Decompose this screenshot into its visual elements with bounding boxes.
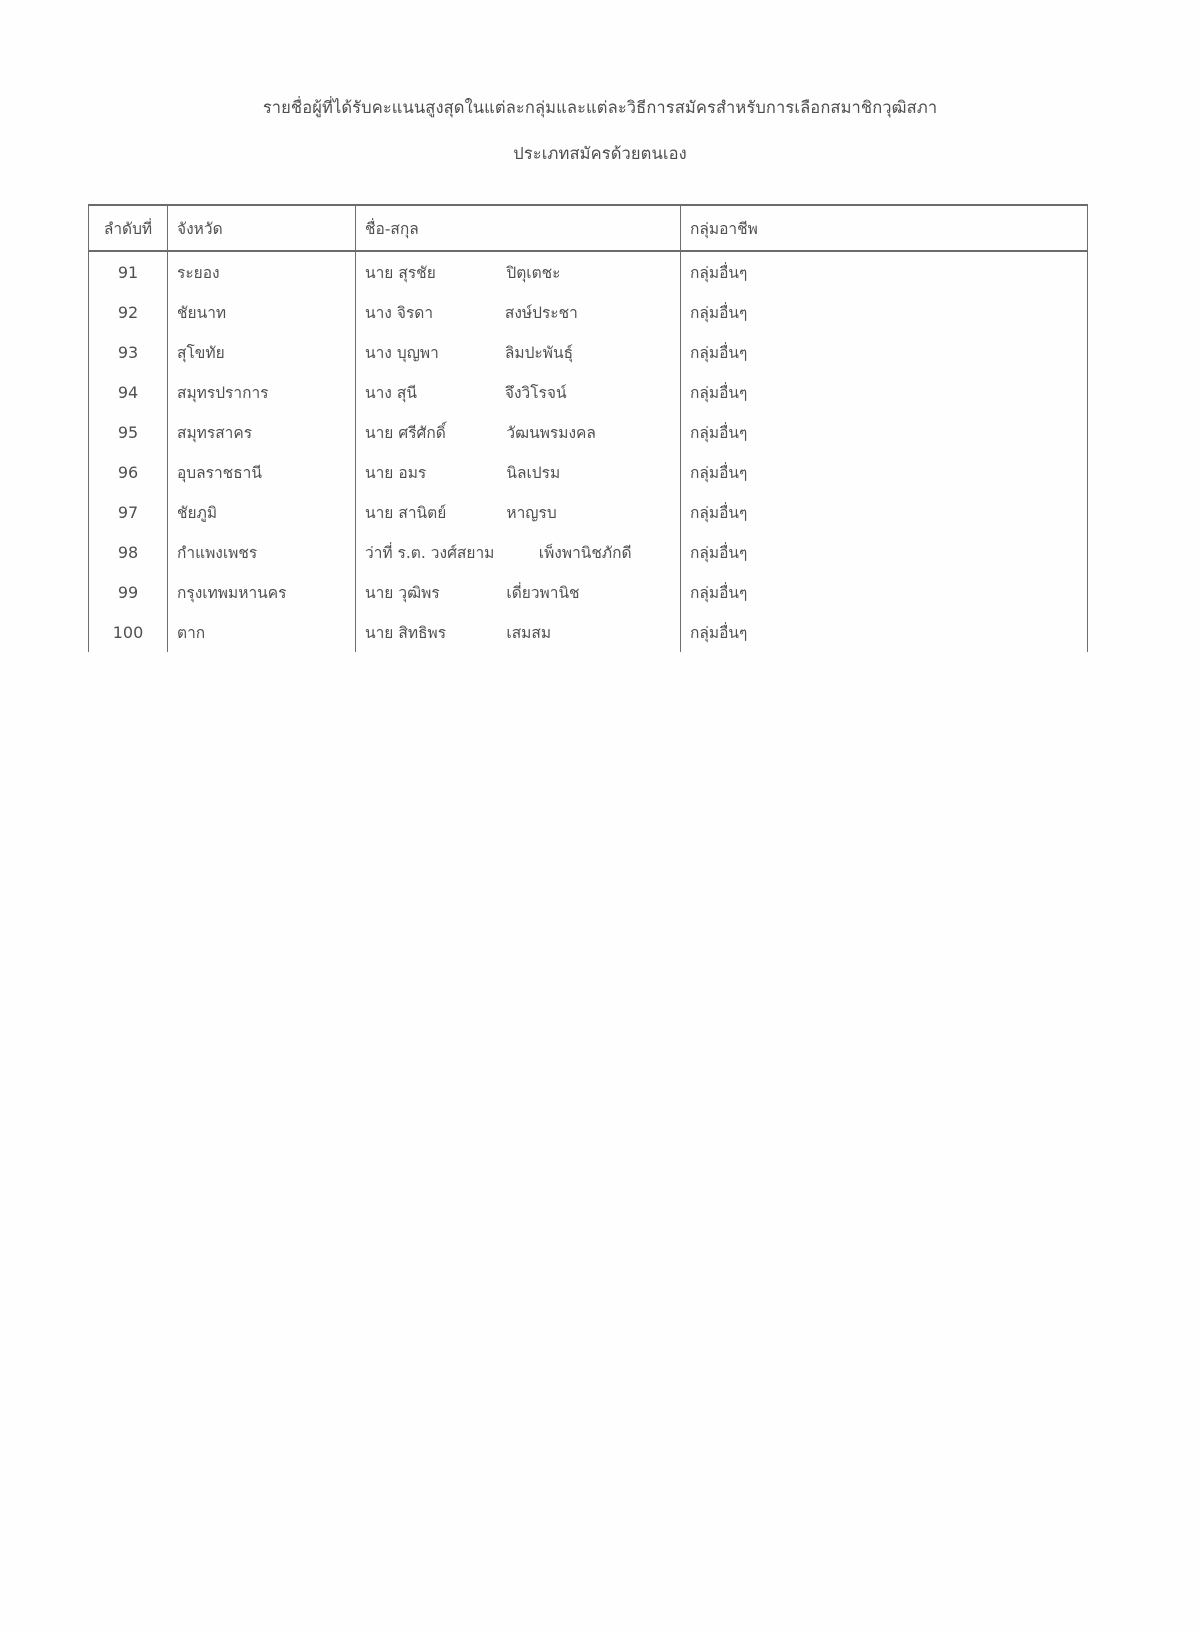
name-family: เสมสม	[506, 623, 552, 642]
name-prefix: นาย	[365, 623, 394, 642]
roster-table	[88, 204, 1088, 652]
table-row	[89, 292, 1088, 332]
cell-occupation-group: กลุ่มอื่นๆ	[681, 572, 1088, 612]
cell-province: ชัยนาท	[168, 292, 356, 332]
cell-province: สุโขทัย	[168, 332, 356, 372]
cell-name	[356, 452, 681, 492]
title-line-1: รายชื่อผู้ที่ได้รับคะแนนสูงสุดในแต่ละกลุ่มและแต่ละวิธีการสมัครสำหรับการเลือกสมาชิกวุฒิสภา	[262, 98, 938, 117]
name-prefix: นาง	[365, 343, 392, 362]
name-given: ศรีศักดิ์	[398, 423, 446, 442]
cell-occupation-group: กลุ่มอื่นๆ	[681, 452, 1088, 492]
cell-name	[356, 612, 681, 652]
table-row	[89, 412, 1088, 452]
table-header	[89, 205, 1088, 251]
name-prefix: นาย	[365, 263, 394, 282]
cell-sequence: 98	[89, 532, 168, 572]
name-prefix: นาย	[365, 423, 394, 442]
table-row	[89, 332, 1088, 372]
cell-occupation-group: กลุ่มอื่นๆ	[681, 492, 1088, 532]
cell-sequence: 92	[89, 292, 168, 332]
cell-province: กรุงเทพมหานคร	[168, 572, 356, 612]
column-header-province: จังหวัด	[168, 205, 356, 251]
name-given: สิทธิพร	[398, 623, 447, 642]
cell-sequence: 99	[89, 572, 168, 612]
cell-name	[356, 532, 681, 572]
column-header-name: ชื่อ-สกุล	[356, 205, 681, 251]
cell-province: กำแพงเพชร	[168, 532, 356, 572]
cell-occupation-group: กลุ่มอื่นๆ	[681, 372, 1088, 412]
table-row	[89, 532, 1088, 572]
cell-sequence: 96	[89, 452, 168, 492]
name-given: จิรดา	[396, 303, 434, 322]
table-row	[89, 251, 1088, 292]
cell-name	[356, 372, 681, 412]
cell-province: ระยอง	[168, 251, 356, 292]
cell-name	[356, 572, 681, 612]
cell-sequence: 94	[89, 372, 168, 412]
cell-sequence: 95	[89, 412, 168, 452]
name-family: จึงวิโรจน์	[504, 383, 567, 402]
column-header-sequence: ลำดับที่	[89, 205, 168, 251]
cell-occupation-group: กลุ่มอื่นๆ	[681, 612, 1088, 652]
cell-name	[356, 251, 681, 292]
name-given: บุญพา	[396, 343, 439, 362]
table-row	[89, 452, 1088, 492]
name-family: เพ็งพานิชภักดี	[538, 543, 632, 562]
cell-province: ชัยภูมิ	[168, 492, 356, 532]
name-prefix: นาย	[365, 463, 394, 482]
cell-occupation-group: กลุ่มอื่นๆ	[681, 251, 1088, 292]
cell-sequence: 91	[89, 251, 168, 292]
table-row	[89, 372, 1088, 412]
name-family: ลิมปะพันธุ์	[504, 343, 574, 362]
name-given: สุรชัย	[398, 263, 436, 282]
cell-name	[356, 412, 681, 452]
cell-sequence: 97	[89, 492, 168, 532]
name-given: อมร	[398, 463, 427, 482]
cell-sequence: 100	[89, 612, 168, 652]
name-prefix: นาง	[365, 383, 392, 402]
document-title	[0, 85, 1200, 177]
name-prefix: ว่าที่ ร.ต.	[365, 543, 426, 562]
table-body	[89, 251, 1088, 652]
name-family: หาญรบ	[506, 503, 557, 522]
cell-occupation-group: กลุ่มอื่นๆ	[681, 412, 1088, 452]
cell-province: ตาก	[168, 612, 356, 652]
table-row	[89, 492, 1088, 532]
name-given: สานิตย์	[398, 503, 447, 522]
name-family: นิลเปรม	[506, 463, 561, 482]
column-header-group: กลุ่มอาชีพ	[681, 205, 1088, 251]
cell-name	[356, 492, 681, 532]
title-line-2: ประเภทสมัครด้วยตนเอง	[513, 144, 687, 163]
name-family: เดี่ยวพานิช	[506, 583, 580, 602]
name-prefix: นาง	[365, 303, 392, 322]
name-prefix: นาย	[365, 503, 394, 522]
name-given: สุนี	[396, 383, 417, 402]
cell-name	[356, 292, 681, 332]
name-family: ปิตุเตชะ	[506, 263, 561, 282]
name-prefix: นาย	[365, 583, 394, 602]
cell-name	[356, 332, 681, 372]
name-family: วัฒนพรมงคล	[506, 423, 596, 442]
table-row	[89, 572, 1088, 612]
table-row	[89, 612, 1088, 652]
roster-table-container	[88, 204, 1087, 652]
name-family: สงษ์ประชา	[504, 303, 578, 322]
cell-occupation-group: กลุ่มอื่นๆ	[681, 292, 1088, 332]
cell-province: สมุทรสาคร	[168, 412, 356, 452]
cell-province: อุบลราชธานี	[168, 452, 356, 492]
name-given: วุฒิพร	[398, 583, 440, 602]
cell-province: สมุทรปราการ	[168, 372, 356, 412]
name-given: วงศ์สยาม	[430, 543, 495, 562]
cell-occupation-group: กลุ่มอื่นๆ	[681, 332, 1088, 372]
cell-sequence: 93	[89, 332, 168, 372]
table-header-row	[89, 205, 1088, 251]
cell-occupation-group: กลุ่มอื่นๆ	[681, 532, 1088, 572]
